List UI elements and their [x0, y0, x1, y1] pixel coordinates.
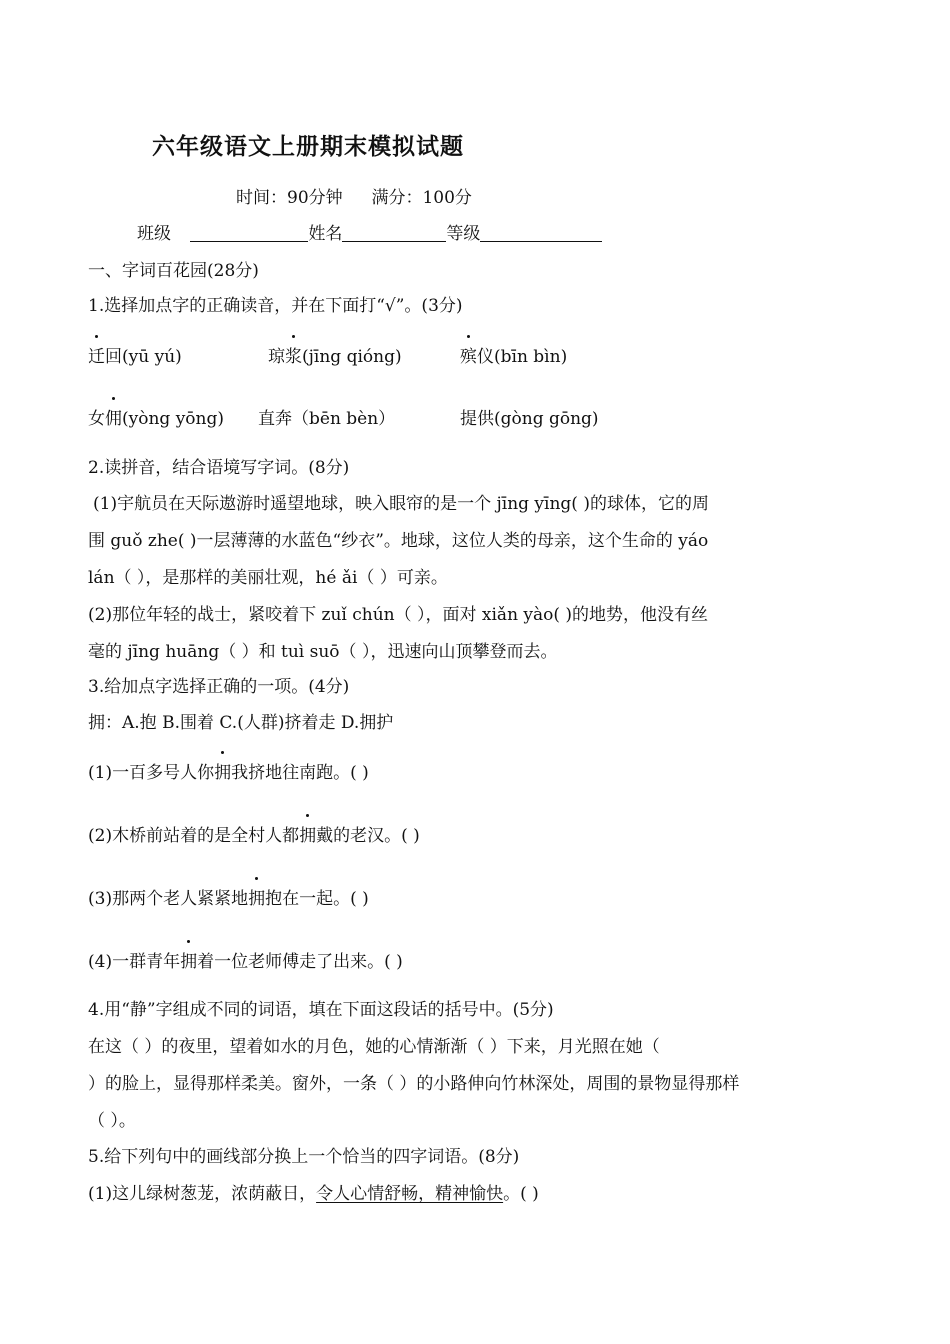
q2-line: (1)宇航员在天际遨游时遥望地球，映入眼帘的是一个 jīng yīng( )的球体，它的周	[93, 494, 709, 514]
q3-options: 拥：A.抱 B.围着 C.(人群)挤着走 D.拥护	[88, 713, 394, 733]
q1-item: 殡仪(bīn bìn)	[460, 342, 567, 367]
q2-line: (2)那位年轻的战士，紧咬着下 zuǐ chún（ ），面对 xiǎn yào( )的地势，他没有丝	[88, 605, 709, 625]
q1-item: 直奔（bēn bèn）	[258, 409, 396, 429]
q4-line: 在这（ ）的夜里，望着如水的月色，她的心情渐渐（ ）下来，月光照在她（	[88, 1037, 660, 1057]
exam-meta	[236, 183, 472, 208]
dotted-char: 拥	[180, 947, 197, 972]
question-3-prompt: 3.给加点字选择正确的一项。(4分)	[88, 677, 350, 697]
question-2-prompt: 2.读拼音，结合语境写字词。(8分)	[88, 458, 350, 478]
grade-blank[interactable]	[480, 225, 602, 242]
page-title: 六年级语文上册期末模拟试题	[152, 134, 464, 160]
dotted-char: 迁	[88, 342, 105, 367]
question-4-prompt: 4.用“静”字组成不同的词语，填在下面这段话的括号中。(5分)	[88, 1000, 554, 1020]
class-blank[interactable]	[190, 225, 308, 242]
underlined-phrase: 令人心情舒畅，精神愉快	[316, 1184, 504, 1204]
q5-item: (1)这儿绿树葱茏，浓荫蔽日，令人心情舒畅，精神愉快。( )	[88, 1184, 539, 1204]
q2-line: 毫的 jīng huāng（ ）和 tuì suō（ ），迅速向山顶攀登而去。	[88, 642, 558, 662]
dotted-char: 拥	[214, 758, 231, 783]
question-5-prompt: 5.给下列句中的画线部分换上一个恰当的四字词语。(8分)	[88, 1147, 520, 1167]
q1-item: 提供(gòng gōng)	[460, 409, 599, 429]
dotted-char: 拥	[299, 821, 316, 846]
question-1-prompt: 1.选择加点字的正确读音，并在下面打“√”。(3分)	[88, 296, 463, 316]
dotted-char: 浆	[285, 342, 302, 367]
q2-line: lán（ ），是那样的美丽壮观，hé ǎi（ ）可亲。	[88, 568, 448, 588]
section-heading: 一、字词百花园(28分)	[88, 261, 259, 281]
q2-line: 围 guǒ zhe( )一层薄薄的水蓝色“纱衣”。地球，这位人类的母亲，这个生命的 yáo	[88, 531, 709, 551]
class-label: 班级	[137, 224, 171, 244]
q4-line: （ ）。	[88, 1111, 136, 1131]
name-blank[interactable]	[342, 225, 446, 242]
score-info: 满分：100分	[371, 188, 472, 208]
q1-item: 迁回(yū yú)	[88, 342, 182, 367]
name-label: 姓名	[308, 224, 343, 244]
q3-item: (4)一群青年拥着一位老师傅走了出来。( )	[88, 947, 403, 972]
q3-item: (1)一百多号人你拥我挤地往南跑。( )	[88, 758, 369, 783]
q1-item: 琼浆(jīng qióng)	[268, 342, 402, 367]
dotted-char: 佣	[105, 404, 122, 429]
q3-item: (2)木桥前站着的是全村人都拥戴的老汉。( )	[88, 821, 420, 846]
dotted-char: 拥	[248, 884, 265, 909]
dotted-char: 殡	[460, 342, 477, 367]
q3-item: (3)那两个老人紧紧地拥抱在一起。( )	[88, 884, 369, 909]
q4-line: ）的脸上，显得那样柔美。窗外，一条（ ）的小路伸向竹林深处，周围的景物显得那样	[88, 1074, 740, 1094]
q1-item: 女佣(yòng yōng)	[88, 404, 224, 429]
time-info: 时间：90分钟	[236, 188, 343, 208]
student-info-row	[137, 219, 602, 244]
grade-label: 等级	[446, 224, 481, 244]
